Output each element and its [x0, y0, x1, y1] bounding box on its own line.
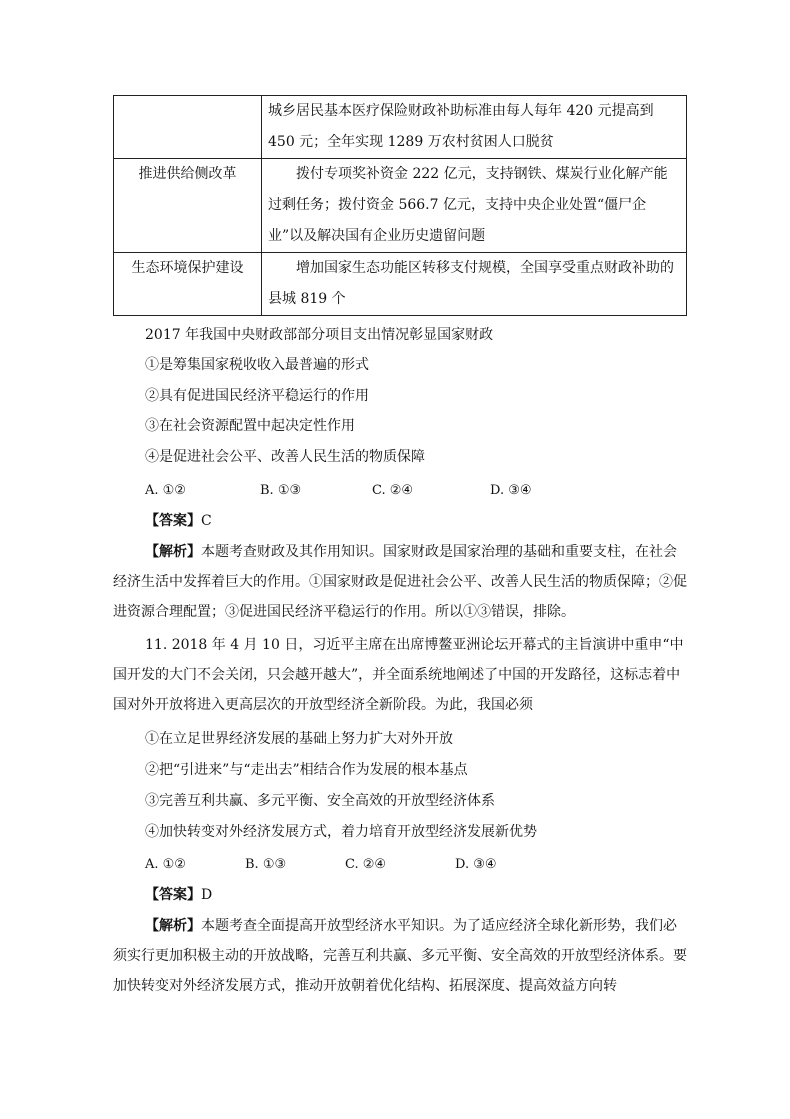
q11-choice-c: C. ②④ [345, 857, 387, 872]
q11-choice-a: A. ①② [145, 857, 186, 872]
q10-choice-c: C. ②④ [372, 483, 414, 498]
answer-label: 【答案】 [145, 513, 201, 529]
table-cell-content: 增加国家生态功能区转移支付规模，全国享受重点财政补助的县城 819 个 [262, 253, 687, 316]
q10-statement-2: ②具有促进国民经济平稳运行的作用 [145, 388, 369, 404]
table-row [114, 159, 687, 253]
q11-statement-2: ②把“引进来”与“走出去”相结合作为发展的根本基点 [145, 762, 468, 778]
q10-analysis [113, 537, 687, 627]
q11-analysis [113, 911, 687, 1001]
q11-answer [145, 880, 719, 910]
answer-value: C [201, 513, 212, 529]
q10-choice-d: D. ③④ [490, 483, 532, 498]
table-cell-label: 生态环境保护建设 [114, 253, 262, 316]
answer-label: 【答案】 [145, 887, 201, 903]
analysis-text: 本题考查全面提高开放型经济水平知识。为了适应经济全球化新形势，我们必须实行更加积极主动的开放战略，完善互利共赢、多元平衡、安全高效的开放型经济体系。要加快转变对外经济发展方式，推动开放朝着优化结构、拓展深度、提高效益方向转 [113, 918, 687, 994]
analysis-label: 【解析】 [145, 918, 201, 934]
analysis-label: 【解析】 [145, 544, 201, 560]
table-row [114, 253, 687, 316]
table-cell-content: 拨付专项奖补资金 222 亿元，支持钢铁、煤炭行业化解产能过剩任务；拨付资金 566.7 亿元，支持中央企业处置“僵尸企业”以及解决国有企业历史遗留问题 [262, 159, 687, 253]
q10-statement-4: ④是促进社会公平、改善人民生活的物质保障 [145, 449, 425, 465]
q10-answer [145, 506, 719, 536]
q10-stem: 2017 年我国中央财政部部分项目支出情况彰显国家财政 [145, 327, 494, 343]
table-cell-content: 城乡居民基本医疗保险财政补助标准由每人每年 420 元提高到 450 元；全年实现 1289 万农村贫困人口脱贫 [262, 96, 687, 159]
q11-choice-b: B. ①③ [245, 857, 287, 872]
q10-choice-a: A. ①② [145, 483, 186, 498]
table-row [114, 96, 687, 159]
q11-statement-3: ③完善互利共赢、多元平衡、安全高效的开放型经济体系 [145, 793, 495, 809]
q11-statement-1: ①在立足世界经济发展的基础上努力扩大对外开放 [145, 731, 453, 747]
expenditure-table [113, 95, 687, 316]
q10-statement-3: ③在社会资源配置中起决定性作用 [145, 418, 355, 434]
q11-stem: 11. 2018 年 4 月 10 日，习近平主席在出席博鳌亚洲论坛开幕式的主旨演讲中重申“中国开发的大门不会关闭，只会越开越大”，并全面系统地阐述了中国的开发路径，这标志着中国对外开放将进入更高层次的开放型经济全新阶段。为此，我国必须 [113, 637, 684, 713]
analysis-text: 本题考查财政及其作用知识。国家财政是国家治理的基础和重要支柱，在社会经济生活中发挥着巨大的作用。①国家财政是促进社会公平、改善人民生活的物质保障；②促进资源合理配置；③促进国民经济平稳运行的作用。所以①③错误，排除。 [113, 544, 687, 620]
table-cell-label [114, 96, 262, 159]
table-cell-label: 推进供给侧改革 [114, 159, 262, 253]
answer-value: D [201, 887, 213, 903]
q10-choice-b: B. ①③ [260, 483, 302, 498]
q11-statement-4: ④加快转变对外经济发展方式，着力培育开放型经济发展新优势 [145, 824, 537, 840]
q11-choice-d: D. ③④ [455, 857, 497, 872]
q10-statement-1: ①是筹集国家税收收入最普遍的形式 [145, 357, 369, 373]
